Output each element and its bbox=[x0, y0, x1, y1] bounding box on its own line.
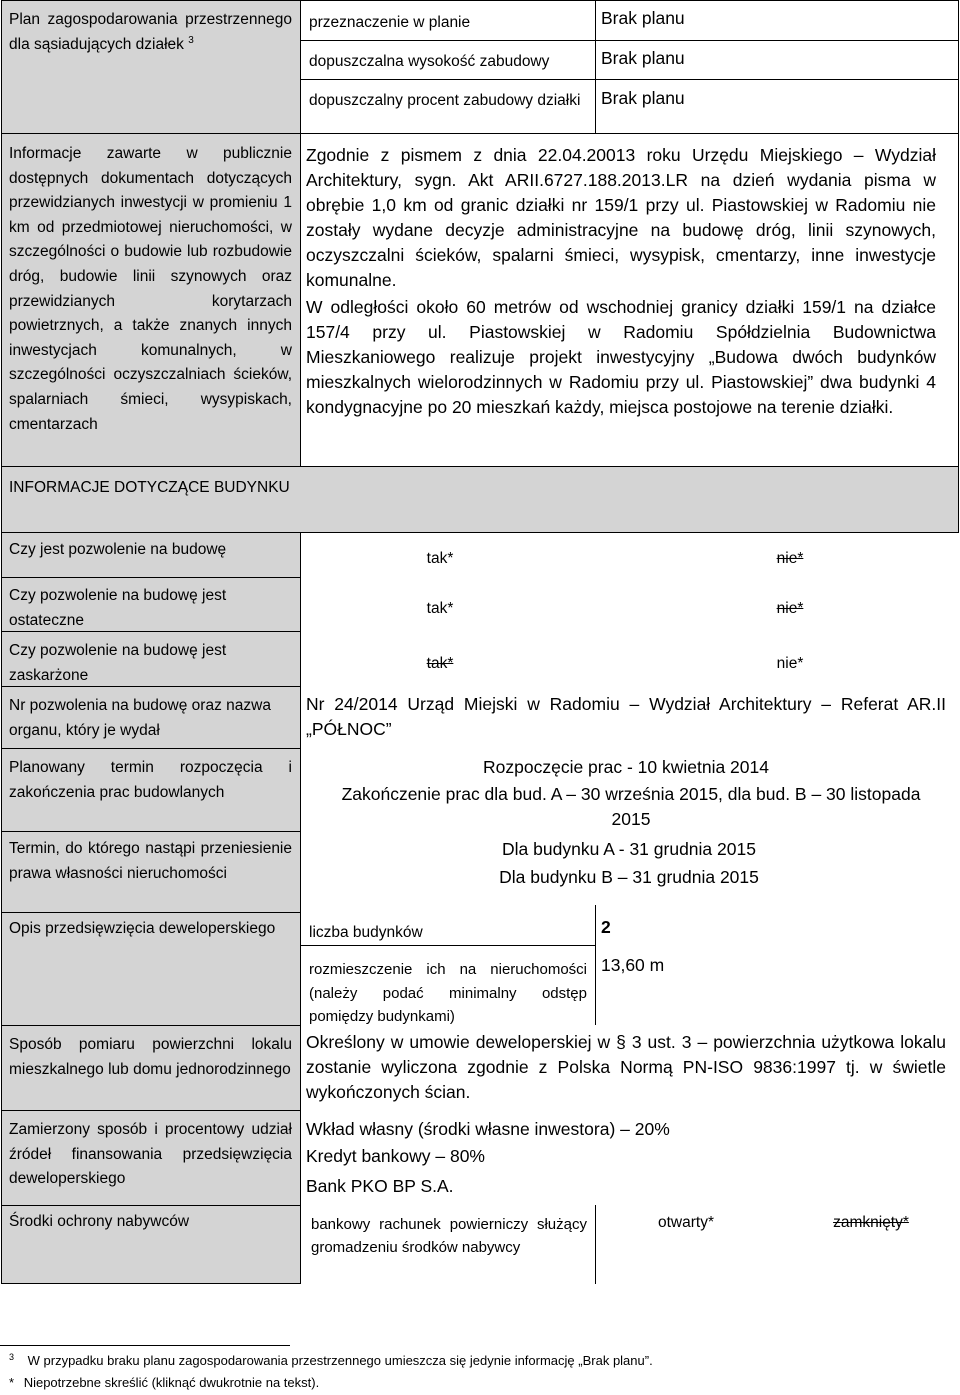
row-label-coverage: dopuszczalny procent zabudowy działki bbox=[309, 92, 581, 109]
grid-line bbox=[300, 40, 958, 41]
footnote-ref: 3 bbox=[188, 34, 194, 46]
description-label: Opis przedsięwzięcia deweloperskiego bbox=[9, 920, 276, 937]
row-value-height: Brak planu bbox=[601, 48, 685, 68]
grid-line bbox=[1, 0, 2, 1284]
financing-bank: Bank PKO BP S.A. bbox=[306, 1176, 454, 1196]
building-count-value: 2 bbox=[601, 917, 611, 937]
permit-yes-appealed[interactable]: tak* bbox=[426, 655, 454, 672]
permit-no-exists[interactable]: nie* bbox=[776, 550, 804, 567]
grid-line bbox=[300, 945, 595, 946]
building-distance-label: rozmieszczenie ich na nieruchomości (należy podać minimalny odstęp pomiędzy budynkami) bbox=[309, 961, 587, 1025]
financing-credit: Kredyt bankowy – 80% bbox=[306, 1146, 485, 1166]
grid-line bbox=[1, 748, 301, 749]
building-count-label: liczba budynków bbox=[309, 924, 423, 941]
permit-no-appealed[interactable]: nie* bbox=[776, 655, 804, 672]
measurement-label: Sposób pomiaru powierzchni lokalu mieszkalnego lub domu jednorodzinnego bbox=[9, 1036, 292, 1078]
grid-line bbox=[1, 1205, 301, 1206]
financing-own: Wkład własny (środki własne inwestora) – 20% bbox=[306, 1119, 670, 1139]
permit-label-final: Czy pozwolenie na budowę jest ostateczne bbox=[9, 587, 227, 629]
transfer-line-a: Dla budynku A - 31 grudnia 2015 bbox=[502, 839, 756, 859]
financing-label: Zamierzony sposób i procentowy udział źródeł finansowania przedsięwzięcia deweloperskiego bbox=[9, 1121, 292, 1188]
info-value-2: W odległości około 60 metrów od wschodniej granicy działki 159/1 na działce 157/4 przy ul. Piastowskiej w Radomiu Spółdzielnia Budownictwa Mieszkaniowego realizuje projekt inwestycyjny „Budowa dwóch budynków mieszkalnych wielorodzinnych w Radomiu przy ul. Piastowskiej” dwa budynki 4 kondygnacyjne po 20 mieszkań każdy, miejsca postojowe na terenie działki. bbox=[306, 297, 936, 417]
info-label: Informacje zawarte w publicznie dostępnych dokumentach dotyczących przewidzianych inwestycji w promieniu 1 km od przedmiotowej nieruchomości, w szczególności o budowie lub rozbudowie dróg, budowie linii szynowych oraz przewidzianych korytarzach powietrznych, a także znanych innych inwestycjach komunalnych, w szczególności oczyszczalniach ścieków, spalarniach śmieci, wysypiskach, cmentarzach bbox=[9, 145, 292, 433]
grid-line bbox=[958, 0, 959, 532]
row-label-purpose: przeznaczenie w planie bbox=[309, 14, 471, 31]
grid-line bbox=[1, 532, 959, 533]
permit-no-final[interactable]: nie* bbox=[776, 600, 804, 617]
trust-account-label: bankowy rachunek powierniczy służący gromadzeniu środków nabywcy bbox=[311, 1216, 587, 1256]
measurement-value: Określony w umowie deweloperskiej w § 3 ust. 3 – powierzchnia użytkowa lokalu zostanie wyliczona zgodnie z Polska Normą PN-ISO 9836:1997 tj. w świetle wykończonych ścian. bbox=[306, 1032, 946, 1102]
grid-line bbox=[1, 0, 959, 1]
grid-line bbox=[1, 577, 301, 578]
grid-line bbox=[595, 905, 596, 1025]
plan-label: Plan zagospodarowania przestrzennego dla sąsiadujących działek $^3$ bbox=[9, 11, 292, 53]
permit-yes-exists[interactable]: tak* bbox=[426, 550, 454, 567]
grid-line bbox=[1, 631, 301, 632]
schedule-start: Rozpoczęcie prac - 10 kwietnia 2014 bbox=[483, 757, 769, 777]
grid-line bbox=[1, 912, 301, 913]
grid-line bbox=[300, 0, 301, 466]
row-value-coverage: Brak planu bbox=[601, 88, 685, 108]
footnote-text: W przypadku braku planu zagospodarowania przestrzennego umieszcza się jedynie informację „Brak planu”. bbox=[27, 1353, 653, 1368]
grid-line bbox=[1, 686, 301, 687]
row-label-height: dopuszczalna wysokość zabudowy bbox=[309, 53, 550, 70]
grid-line bbox=[1, 1110, 301, 1111]
transfer-line-b: Dla budynku B – 31 grudnia 2015 bbox=[499, 867, 759, 887]
grid-line bbox=[1, 1283, 301, 1284]
footnote-asterisk bbox=[9, 1374, 949, 1391]
account-closed[interactable]: zamknięty* bbox=[833, 1214, 909, 1231]
schedule-end: Zakończenie prac dla bud. A – 30 września 2015, dla bud. B – 30 listopada 2015 bbox=[341, 784, 921, 829]
permit-label-exists: Czy jest pozwolenie na budowę bbox=[9, 541, 227, 558]
permit-number-value: Nr 24/2014 Urząd Miejski w Radomiu – Wydział Architektury – Referat AR.II „PÓŁNOC” bbox=[306, 694, 946, 739]
footnote-text: Niepotrzebne skreślić (kliknąć dwukrotnie na tekst). bbox=[23, 1375, 320, 1390]
row-value-purpose: Brak planu bbox=[601, 8, 685, 28]
footnote-3 bbox=[9, 1352, 949, 1369]
footnote-separator bbox=[0, 1345, 290, 1346]
building-distance-value: 13,60 m bbox=[601, 955, 665, 975]
grid-line bbox=[300, 532, 301, 1284]
info-value-1: Zgodnie z pismem z dnia 22.04.20013 roku Urzędu Miejskiego – Wydział Architektury, sygn. Akt ARII.6727.188.2013.LR na dzień wydania pisma w obrębie 1,0 km od granic działki nr 159/1 przy ul. Piastowskiej w Radomiu nie zostały wydane decyzje administracyjne na budowę dróg, linii szynowych, oczyszczalni ścieków, spalarni śmieci, wysypisk, cmentarzy, inne inwestycje komunalne. bbox=[306, 145, 936, 290]
section-header: INFORMACJE DOTYCZĄCE BUDYNKU bbox=[9, 479, 290, 496]
protection-label: Środki ochrony nabywców bbox=[9, 1213, 190, 1230]
grid-line bbox=[1, 831, 301, 832]
account-open[interactable]: otwarty* bbox=[658, 1214, 714, 1231]
permit-yes-final[interactable]: tak* bbox=[426, 600, 454, 617]
footnote-mark: * bbox=[9, 1375, 15, 1390]
permit-number-label: Nr pozwolenia na budowę oraz nazwa organu, który je wydał bbox=[9, 697, 271, 739]
schedule-label: Planowany termin rozpoczęcia i zakończenia prac budowlanych bbox=[9, 759, 292, 801]
permit-label-appealed: Czy pozwolenie na budowę jest zaskarżone bbox=[9, 642, 227, 684]
grid-line bbox=[595, 0, 596, 134]
grid-line bbox=[1, 133, 959, 134]
footnote-mark: 3 bbox=[9, 1352, 15, 1362]
grid-line bbox=[595, 1205, 596, 1284]
grid-line bbox=[1, 1025, 301, 1026]
grid-line bbox=[300, 79, 958, 80]
transfer-label: Termin, do którego nastąpi przeniesienie prawa własności nieruchomości bbox=[9, 840, 292, 882]
grid-line bbox=[1, 466, 959, 467]
